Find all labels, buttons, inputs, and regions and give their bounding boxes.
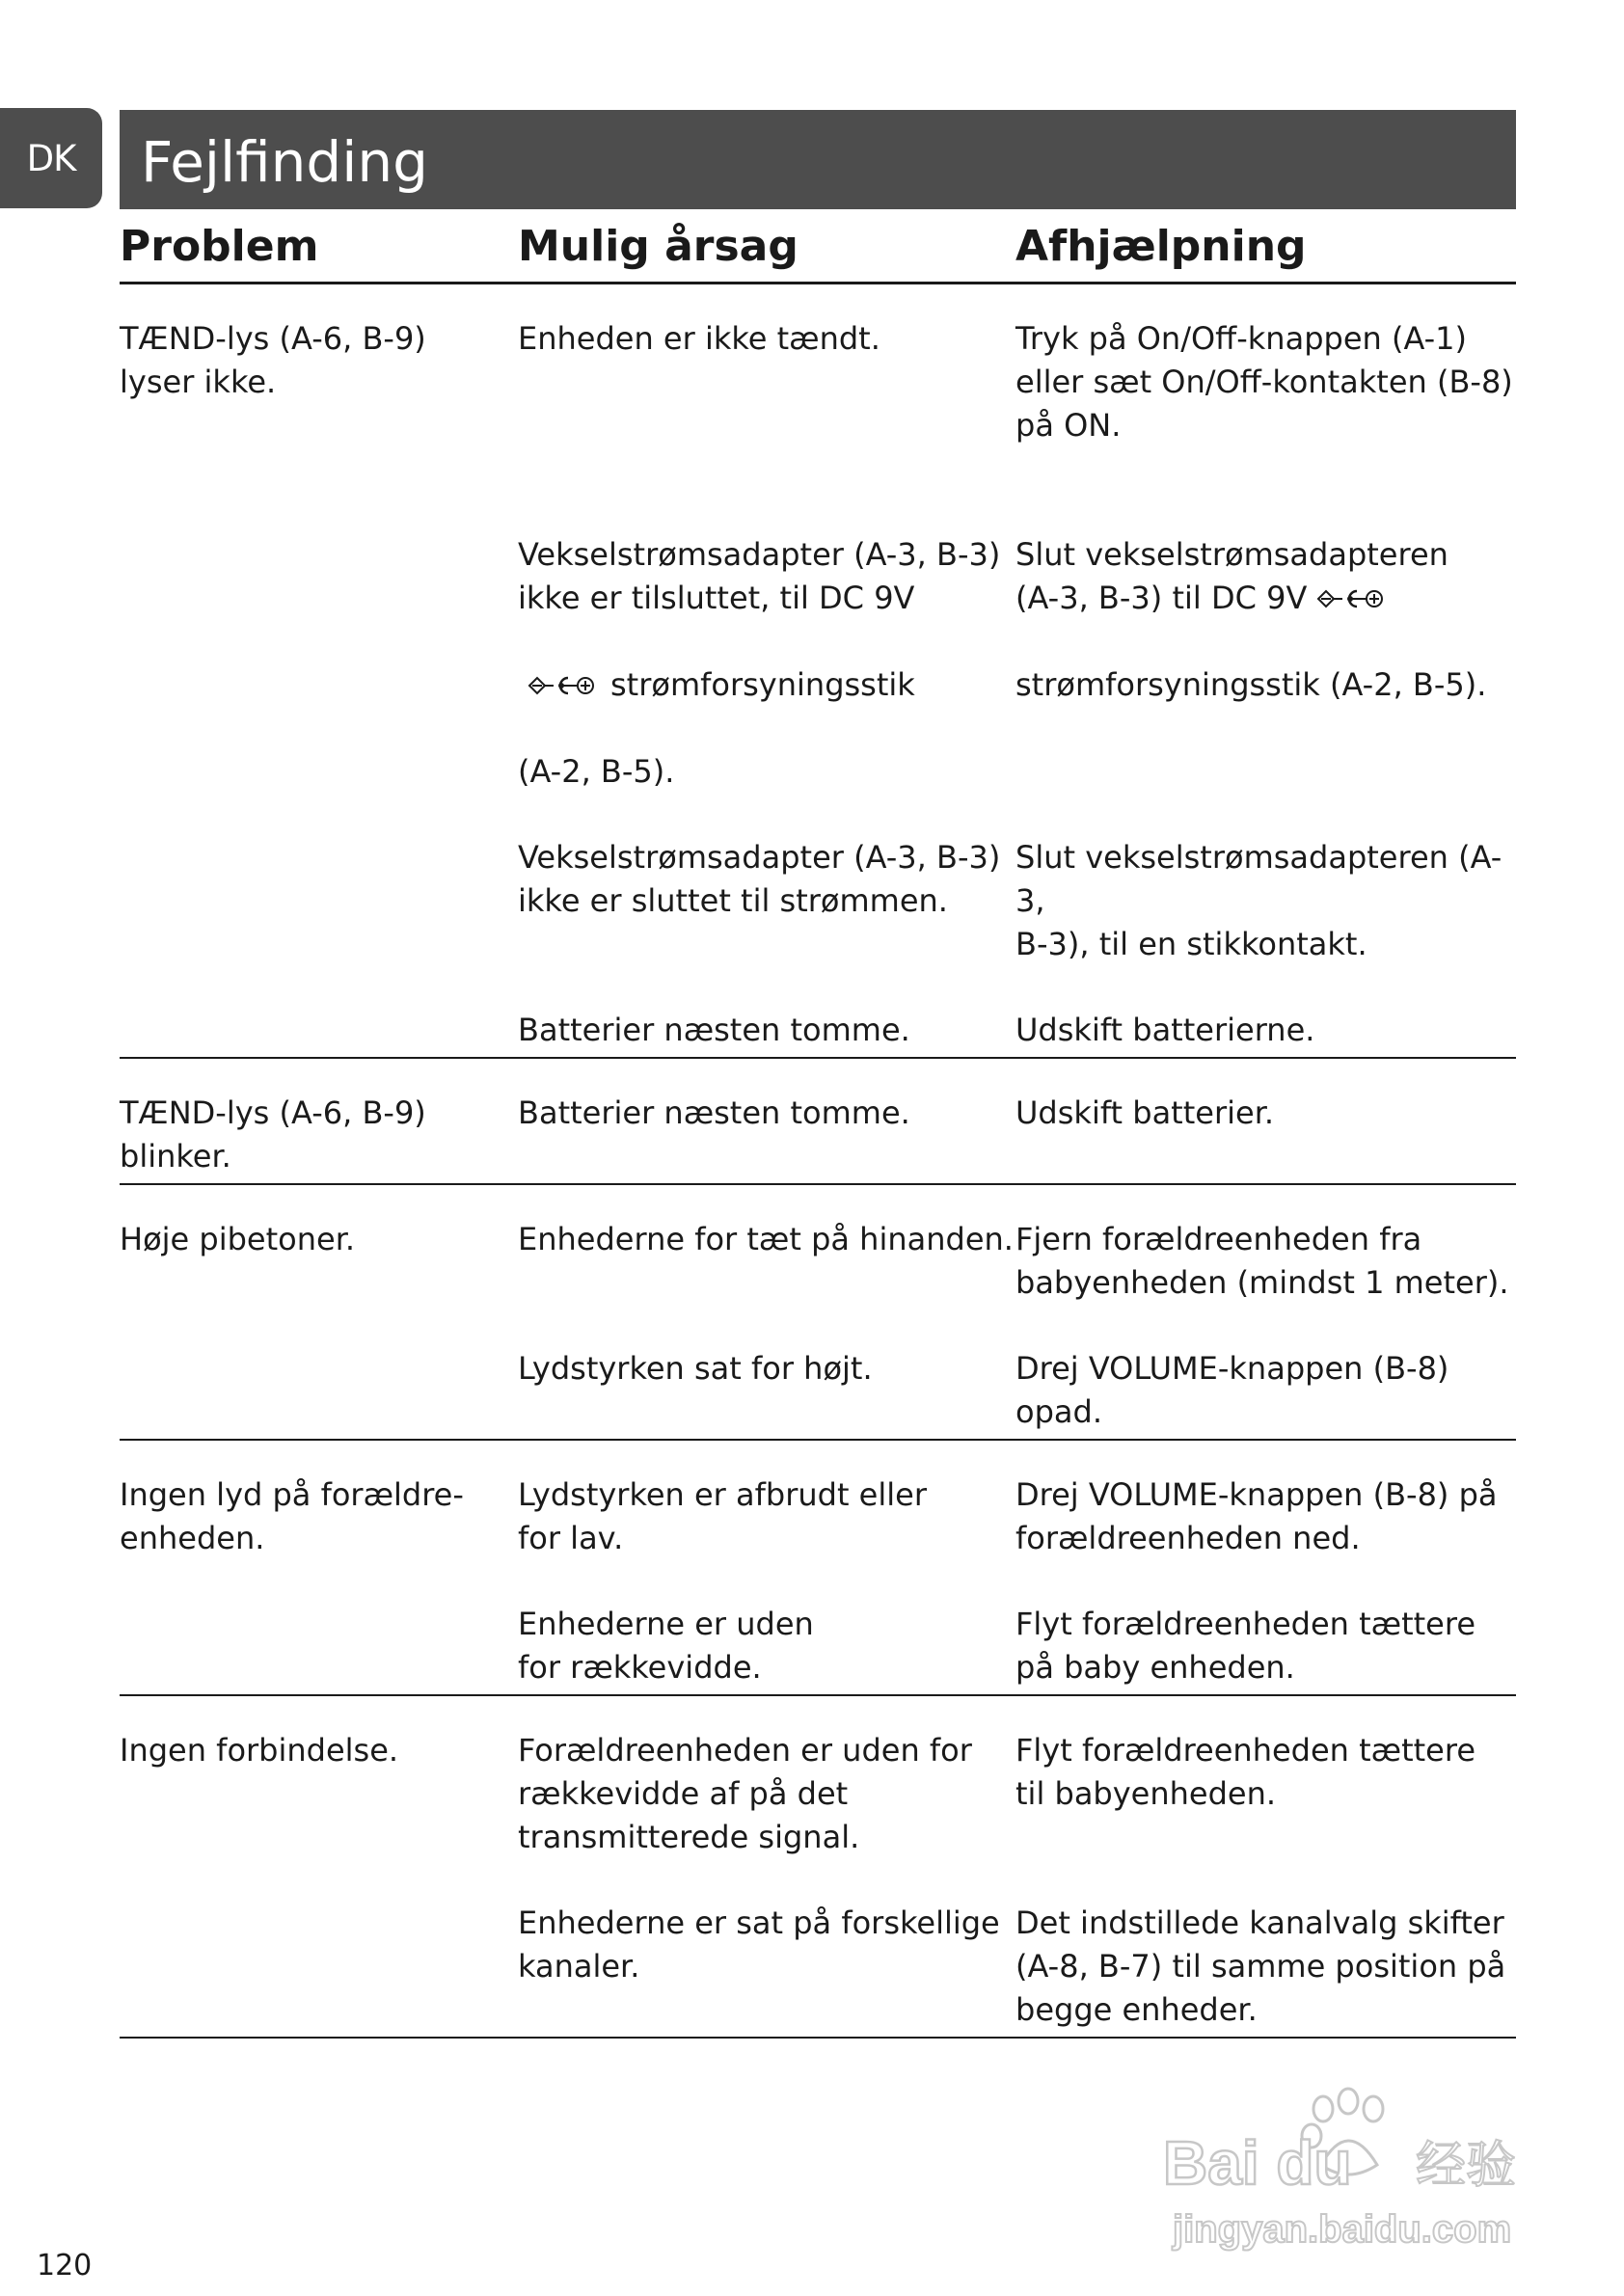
remedy-cell: Flyt forældreenheden tættere på baby enheden.	[1015, 1606, 1475, 1686]
table-header	[120, 218, 1516, 284]
remedy-cell: Drej VOLUME-knappen (B-8) opad.	[1015, 1350, 1449, 1430]
header-cause: Mulig årsag	[518, 222, 798, 271]
cause-text: strømforsyningsstik	[610, 666, 915, 703]
remedy-cell: Udskift batterier.	[1015, 1094, 1275, 1131]
cause-text: (A-2, B-5).	[518, 753, 675, 790]
cause-text: Vekselstrømsadapter (A-3, B-3) ikke er tilsluttet, til DC 9V	[518, 536, 1001, 616]
cause-cell: Enhederne er uden for rækkevidde.	[518, 1606, 814, 1686]
watermark-brand: Bai du	[1163, 2128, 1352, 2198]
table-row	[518, 317, 1516, 447]
cause-cell: Batterier næsten tomme.	[518, 1094, 910, 1131]
table-row	[518, 1902, 1516, 2032]
problem-cell: Ingen forbindelse.	[120, 1732, 399, 1769]
remedy-cell: Tryk på On/Off-knappen (A-1) eller sæt On/Off-kontakten (B-8) på ON.	[1015, 320, 1513, 444]
problem-group	[120, 1441, 1516, 1696]
table-row	[518, 1218, 1516, 1305]
problem-cell: TÆND-lys (A-6, B-9) lyser ikke.	[120, 320, 426, 400]
header-problem: Problem	[120, 222, 319, 271]
cause-cell: Enheden er ikke tændt.	[518, 320, 880, 357]
remedy-text: Slut vekselstrømsadapteren (A-3, B-3) til DC 9V	[1015, 536, 1448, 616]
baidu-watermark	[1157, 2078, 1562, 2261]
page-number: 120	[37, 2249, 93, 2282]
table-row	[518, 1729, 1516, 1859]
page-title: Fejlfinding	[120, 110, 1516, 209]
remedy-cell: Slut vekselstrømsadapteren (A-3, B-3), til en stikkontakt.	[1015, 839, 1502, 962]
table-row	[518, 1473, 1516, 1560]
watermark-suffix: 经验	[1416, 2137, 1517, 2195]
remedy-cell: Flyt forældreenheden tættere til babyenheden.	[1015, 1732, 1475, 1812]
problem-group	[120, 1696, 1516, 2039]
cause-cell: Batterier næsten tomme.	[518, 1012, 910, 1048]
problem-group	[120, 284, 1516, 1059]
remedy-cell: Fjern forældreenheden fra babyenheden (mindst 1 meter).	[1015, 1221, 1509, 1301]
remedy-cell	[1015, 490, 1516, 794]
header-remedy: Afhjælpning	[1015, 222, 1307, 271]
cause-cell: Lydstyrken sat for højt.	[518, 1350, 873, 1387]
watermark-url: jingyan.baidu.com	[1173, 2208, 1512, 2251]
remedy-cell: Udskift batterierne.	[1015, 1012, 1315, 1048]
remedy-cell: Det indstillede kanalvalg skifter (A-8, B-7) til samme position på begge enheder.	[1015, 1904, 1506, 2028]
table-row	[518, 1347, 1516, 1434]
dc-polarity-icon	[1316, 580, 1384, 616]
remedy-text: strømforsyningsstik (A-2, B-5).	[1015, 666, 1487, 703]
cause-cell: Vekselstrømsadapter (A-3, B-3) ikke er sluttet til strømmen.	[518, 839, 1001, 919]
problem-group	[120, 1185, 1516, 1441]
cause-cell: Forældreenheden er uden for rækkevidde af på det transmitterede signal.	[518, 1732, 972, 1855]
problem-cell: Ingen lyd på forældre- enheden.	[120, 1476, 464, 1556]
table-row	[518, 1092, 1516, 1135]
cause-cell: Lydstyrken er afbrudt eller for lav.	[518, 1476, 927, 1556]
cause-cell	[518, 490, 1015, 794]
table-row	[518, 836, 1516, 966]
table-row	[518, 490, 1516, 794]
problem-group	[120, 1059, 1516, 1185]
cause-cell: Enhederne for tæt på hinanden.	[518, 1221, 1014, 1257]
problem-cell: Høje pibetoner.	[120, 1221, 356, 1257]
cause-cell: Enhederne er sat på forskellige kanaler.	[518, 1904, 1000, 1985]
table-row	[518, 1009, 1516, 1052]
problem-cell: TÆND-lys (A-6, B-9) blinker.	[120, 1094, 426, 1175]
table-row	[518, 1603, 1516, 1689]
language-tab: DK	[0, 108, 102, 208]
remedy-cell: Drej VOLUME-knappen (B-8) på forældreenheden ned.	[1015, 1476, 1498, 1556]
troubleshooting-table	[120, 284, 1516, 2039]
dc-polarity-icon	[528, 666, 595, 703]
